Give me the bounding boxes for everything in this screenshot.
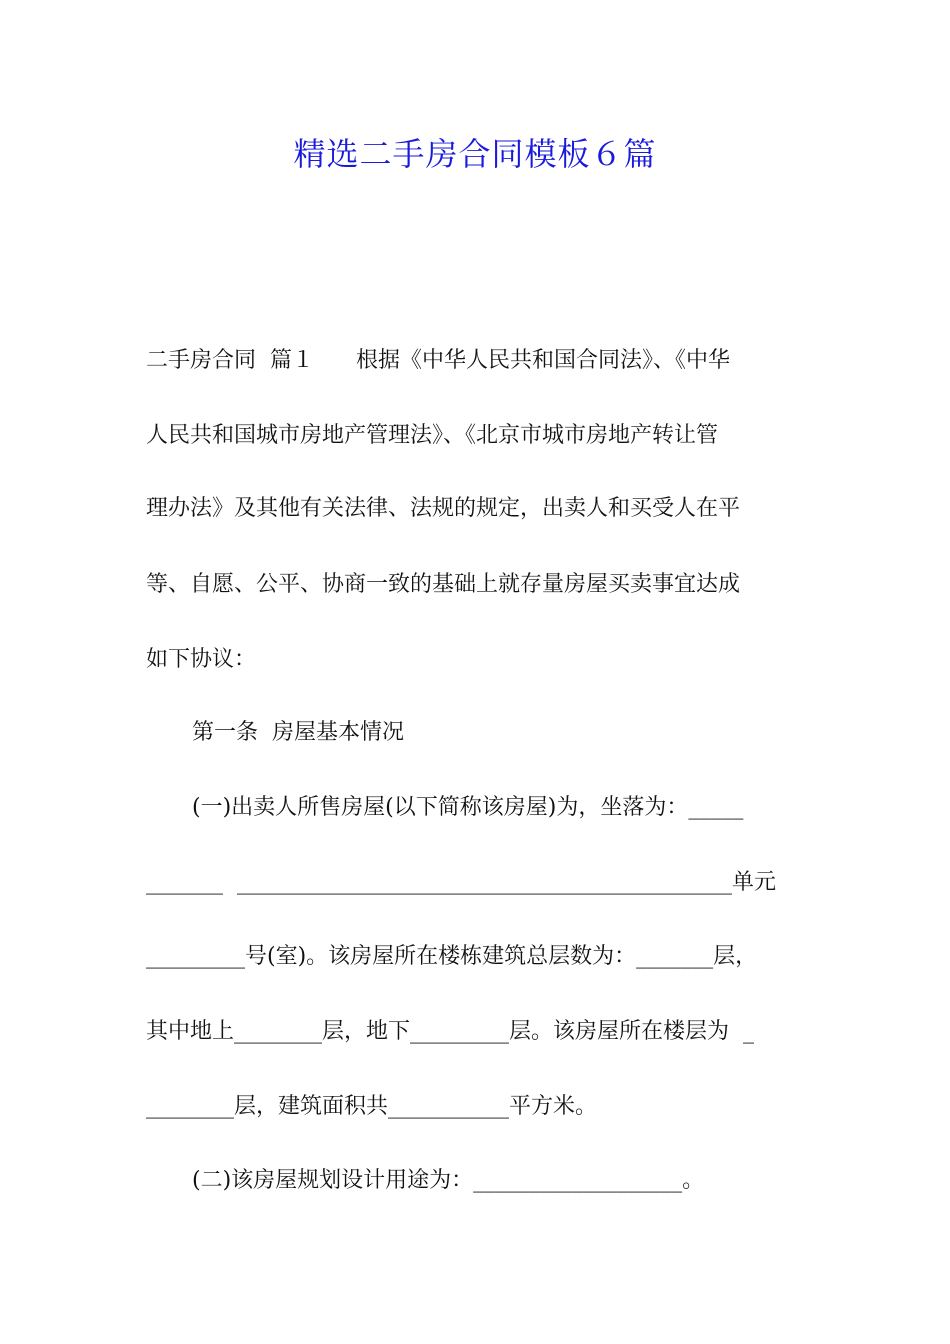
paragraph-line: 理办法》及其他有关法律、法规的规定，出卖人和买受人在平 xyxy=(146,496,741,521)
section-heading: 第一条 房屋基本情况 xyxy=(192,720,404,745)
paragraph-line: ________层，建筑面积共___________平方米。 xyxy=(146,1094,598,1119)
paragraph-line: (二)该房屋规划设计用途为：___________________。 xyxy=(192,1168,705,1193)
paragraph-line: _______ _____________________________________________单元 xyxy=(146,870,776,895)
paragraph-line: _________号(室)。该房屋所在楼栋建筑总层数为：_______层， xyxy=(146,944,758,969)
paragraph-line: (一)出卖人所售房屋(以下简称该房屋)为，坐落为：_____ xyxy=(192,795,744,820)
paragraph-line: 如下协议： xyxy=(146,647,257,672)
paragraph-line: 等、自愿、公平、协商一致的基础上就存量房屋买卖事宜达成 xyxy=(146,572,741,597)
paragraph-line: 人民共和国城市房地产管理法》、《北京市城市房地产转让管 xyxy=(146,423,719,448)
document-title: 精选二手房合同模板６篇 xyxy=(293,135,657,173)
paragraph-line: 其中地上________层，地下_________层。该房屋所在楼层为 _ xyxy=(146,1019,754,1044)
paragraph-line: 二手房合同 篇１ 根据《中华人民共和国合同法》、《中华 xyxy=(146,348,730,373)
